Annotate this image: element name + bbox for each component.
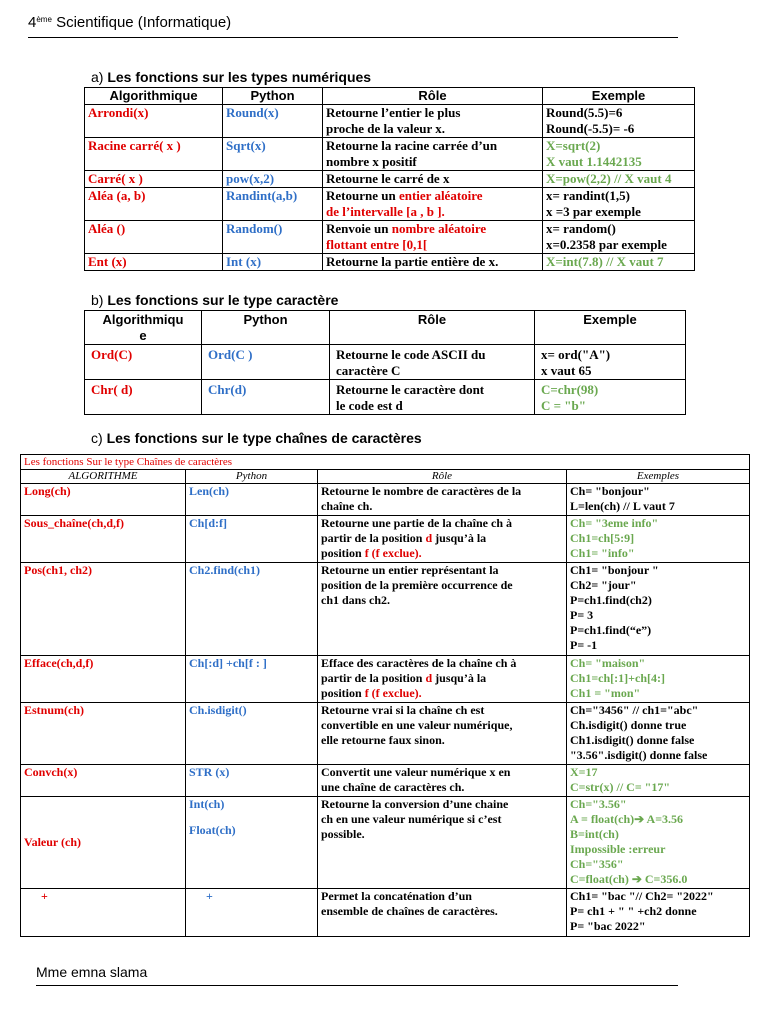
example-cell: x= ord("A") x vaut 65 bbox=[535, 345, 686, 380]
example-cell: X=pow(2,2) // X vaut 4 bbox=[543, 171, 695, 188]
algo-cell: Aléa () bbox=[85, 221, 223, 254]
algo-cell: Carré( x ) bbox=[85, 171, 223, 188]
header-role: Rôle bbox=[318, 470, 567, 484]
header-python: Python bbox=[202, 311, 330, 345]
header-python: Python bbox=[223, 88, 323, 105]
table-row bbox=[21, 484, 750, 516]
python-cell: Random() bbox=[223, 221, 323, 254]
python-cell: Round(x) bbox=[223, 105, 323, 138]
table-row bbox=[85, 171, 695, 188]
example-cell: x= random() x=0.2358 par exemple bbox=[543, 221, 695, 254]
page-footer bbox=[36, 964, 678, 986]
page-header bbox=[28, 14, 678, 38]
role-cell: Retourne une partie de la chaîne ch à partir de la position d jusqu’à la position f (f exclue). bbox=[318, 516, 567, 563]
example-cell: Round(5.5)=6 Round(-5.5)= -6 bbox=[543, 105, 695, 138]
header-role: Rôle bbox=[323, 88, 543, 105]
role-cell: Retourne la conversion d’une chaine ch en une valeur numérique si c’est possible. bbox=[318, 797, 567, 889]
python-cell: Ch[d:f] bbox=[186, 516, 318, 563]
table-row bbox=[21, 703, 750, 765]
python-cell: Int (x) bbox=[223, 254, 323, 271]
table-row bbox=[85, 188, 695, 221]
python-cell: Int(ch) Float(ch) bbox=[186, 797, 318, 889]
example-cell: Ch="3.56" A = float(ch)➔ A=3.56 B=int(ch) Impossible :erreur Ch="356" C=float(ch) ➔ C=356.0 bbox=[567, 797, 750, 889]
section-c-letter: c) bbox=[91, 430, 103, 446]
role-cell: Retourne le code ASCII du caractère C bbox=[330, 345, 535, 380]
author-name: Mme emna slama bbox=[36, 964, 148, 980]
role-cell: Retourne l’entier le plus proche de la valeur x. bbox=[323, 105, 543, 138]
table-title: Les fonctions Sur le type Chaînes de caractères bbox=[21, 455, 750, 470]
header-algorithme: ALGORITHME bbox=[21, 470, 186, 484]
role-cell: Retourne la partie entière de x. bbox=[323, 254, 543, 271]
section-b-letter: b) bbox=[91, 292, 104, 308]
example-cell: Ch1= "bac "// Ch2= "2022" P= ch1 + " " +ch2 donne P= "bac 2022" bbox=[567, 889, 750, 937]
section-c-title bbox=[91, 430, 422, 446]
algo-cell: Racine carré( x ) bbox=[85, 138, 223, 171]
python-cell: STR (x) bbox=[186, 765, 318, 797]
table-row bbox=[85, 221, 695, 254]
role-cell: Retourne un entier aléatoire de l’intervalle [a , b ]. bbox=[323, 188, 543, 221]
table-row bbox=[21, 563, 750, 656]
string-functions-table bbox=[20, 454, 750, 937]
role-cell: Retourne vrai si la chaîne ch est convertible en une valeur numérique, elle retourne faux sinon. bbox=[318, 703, 567, 765]
table-row bbox=[85, 138, 695, 171]
header-algorithmique: Algorithmiqu e bbox=[85, 311, 202, 345]
role-cell: Retourne la racine carrée d’un nombre x positif bbox=[323, 138, 543, 171]
role-cell: Permet la concaténation d’un ensemble de chaînes de caractères. bbox=[318, 889, 567, 937]
algo-cell: Estnum(ch) bbox=[21, 703, 186, 765]
grade-number: 4 bbox=[28, 14, 37, 31]
table-row bbox=[21, 889, 750, 937]
example-cell: Ch= "3eme info" Ch1=ch[5:9] Ch1= "info" bbox=[567, 516, 750, 563]
example-cell: Ch="3456" // ch1="abc" Ch.isdigit() donne true Ch1.isdigit() donne false "3.56".isdigit() donne false bbox=[567, 703, 750, 765]
algo-cell: Chr( d) bbox=[85, 380, 202, 415]
algo-cell: Convch(x) bbox=[21, 765, 186, 797]
table-row bbox=[85, 345, 686, 380]
role-cell: Retourne le caractère dont le code est d bbox=[330, 380, 535, 415]
algo-cell: + bbox=[21, 889, 186, 937]
example-cell: x= randint(1,5) x =3 par exemple bbox=[543, 188, 695, 221]
python-cell: Ord(C ) bbox=[202, 345, 330, 380]
section-c-heading: Les fonctions sur le type chaînes de caractères bbox=[106, 430, 422, 446]
section-b-heading: Les fonctions sur le type caractère bbox=[107, 292, 339, 308]
grade-superscript: ème bbox=[36, 15, 52, 24]
algo-cell: Ent (x) bbox=[85, 254, 223, 271]
table-row bbox=[85, 254, 695, 271]
role-cell: Renvoie un nombre aléatoire flottant entre [0,1[ bbox=[323, 221, 543, 254]
example-cell: X=int(7.8) // X vaut 7 bbox=[543, 254, 695, 271]
table-row bbox=[85, 105, 695, 138]
table-title-row bbox=[21, 455, 750, 470]
table-row bbox=[21, 765, 750, 797]
example-cell: X=sqrt(2) X vaut 1.1442135 bbox=[543, 138, 695, 171]
role-cell: Retourne un entier représentant la position de la première occurrence de ch1 dans ch2. bbox=[318, 563, 567, 656]
header-exemples: Exemples bbox=[567, 470, 750, 484]
example-cell: Ch= "maison" Ch1=ch[:1]+ch[4:] Ch1 = "mon" bbox=[567, 656, 750, 703]
character-functions-table bbox=[84, 310, 686, 415]
example-cell: X=17 C=str(x) // C= "17" bbox=[567, 765, 750, 797]
section-a-title bbox=[91, 69, 371, 85]
role-cell: Efface des caractères de la chaîne ch à partir de la position d jusqu’à la position f (f exclue). bbox=[318, 656, 567, 703]
algo-cell: Valeur (ch) bbox=[21, 797, 186, 889]
python-cell: Ch2.find(ch1) bbox=[186, 563, 318, 656]
python-cell: Ch[:d] +ch[f : ] bbox=[186, 656, 318, 703]
example-cell: Ch1= "bonjour " Ch2= "jour" P=ch1.find(ch2) P= 3 P=ch1.find(“e”) P= -1 bbox=[567, 563, 750, 656]
python-cell: Randint(a,b) bbox=[223, 188, 323, 221]
table-header-row bbox=[21, 470, 750, 484]
header-python: Python bbox=[186, 470, 318, 484]
table-header-row bbox=[85, 88, 695, 105]
example-cell: C=chr(98) C = "b" bbox=[535, 380, 686, 415]
table-row bbox=[21, 656, 750, 703]
header-role: Rôle bbox=[330, 311, 535, 345]
algo-cell: Ord(C) bbox=[85, 345, 202, 380]
table-row bbox=[21, 516, 750, 563]
header-exemple: Exemple bbox=[543, 88, 695, 105]
python-cell: Len(ch) bbox=[186, 484, 318, 516]
algo-cell: Aléa (a, b) bbox=[85, 188, 223, 221]
role-cell: Retourne le nombre de caractères de la chaîne ch. bbox=[318, 484, 567, 516]
python-cell: Chr(d) bbox=[202, 380, 330, 415]
role-cell: Retourne le carré de x bbox=[323, 171, 543, 188]
algo-cell: Sous_chaîne(ch,d,f) bbox=[21, 516, 186, 563]
role-cell: Convertit une valeur numérique x en une chaîne de caractères ch. bbox=[318, 765, 567, 797]
algo-cell: Efface(ch,d,f) bbox=[21, 656, 186, 703]
python-cell: Ch.isdigit() bbox=[186, 703, 318, 765]
header-exemple: Exemple bbox=[535, 311, 686, 345]
header-title: Scientifique (Informatique) bbox=[56, 14, 232, 31]
table-header-row bbox=[85, 311, 686, 345]
numeric-functions-table bbox=[84, 87, 695, 271]
table-row bbox=[21, 797, 750, 889]
algo-cell: Pos(ch1, ch2) bbox=[21, 563, 186, 656]
section-a-letter: a) bbox=[91, 69, 104, 85]
example-cell: Ch= "bonjour" L=len(ch) // L vaut 7 bbox=[567, 484, 750, 516]
algo-cell: Long(ch) bbox=[21, 484, 186, 516]
python-cell: pow(x,2) bbox=[223, 171, 323, 188]
python-cell: Sqrt(x) bbox=[223, 138, 323, 171]
section-a-heading: Les fonctions sur les types numériques bbox=[107, 69, 372, 85]
header-algorithmique: Algorithmique bbox=[85, 88, 223, 105]
table-row bbox=[85, 380, 686, 415]
algo-cell: Arrondi(x) bbox=[85, 105, 223, 138]
section-b-title bbox=[91, 292, 338, 308]
python-cell: + bbox=[186, 889, 318, 937]
